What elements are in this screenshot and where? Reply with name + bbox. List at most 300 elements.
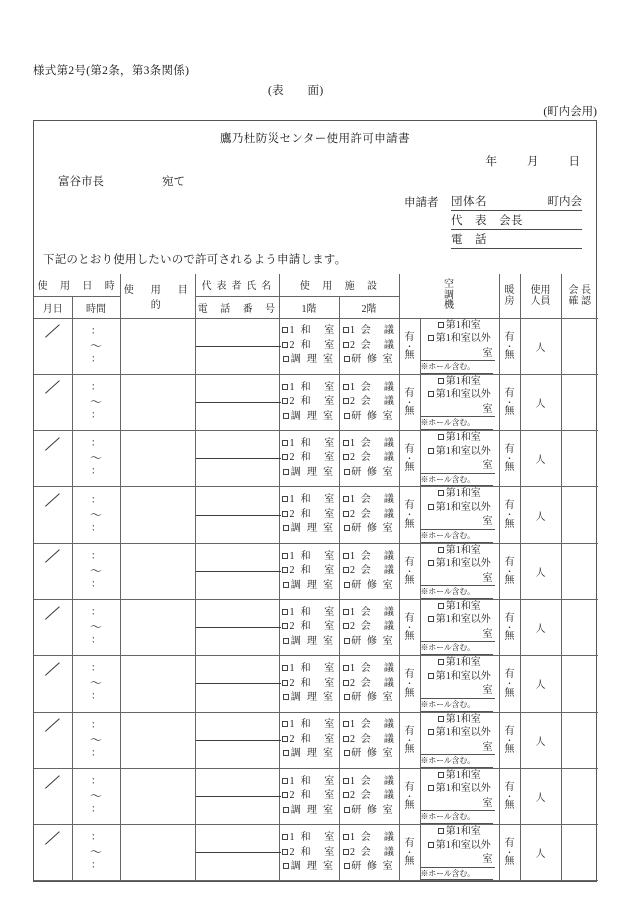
aircon-option-1[interactable]: [421, 600, 499, 614]
aircon-room-count-field[interactable]: 室: [421, 347, 495, 362]
aircon-room-count-field[interactable]: 室: [421, 797, 495, 812]
row-chief-confirm-cell[interactable]: [561, 768, 598, 824]
row-aircon-options-cell[interactable]: [420, 543, 499, 599]
applicant-fields: [451, 192, 582, 249]
checkbox-icon[interactable]: [343, 849, 349, 855]
table-row[interactable]: [34, 374, 598, 430]
aircon-option-1[interactable]: [421, 769, 499, 783]
checkbox-icon[interactable]: [282, 778, 288, 784]
row-floor2-cell[interactable]: [339, 318, 399, 374]
checkbox-icon[interactable]: [282, 398, 288, 404]
row-aircon-yesno-cell[interactable]: [399, 656, 420, 712]
row-representative-cell[interactable]: [195, 825, 279, 881]
row-purpose-cell[interactable]: [120, 825, 195, 881]
checkbox-icon[interactable]: [428, 673, 434, 679]
row-floor1-cell[interactable]: [279, 487, 339, 543]
row-time-cell[interactable]: [72, 487, 120, 543]
floor2-option-label: 研 修 室: [351, 579, 395, 591]
row-chief-confirm-cell[interactable]: [561, 599, 598, 655]
row-chief-confirm-cell[interactable]: [561, 318, 598, 374]
floor2-option-1[interactable]: [340, 662, 399, 677]
aircon-option-2[interactable]: [421, 726, 499, 740]
row-heating-cell[interactable]: [499, 599, 520, 655]
checkbox-icon[interactable]: [282, 680, 288, 686]
floor1-option-3[interactable]: [280, 747, 339, 762]
row-date-cell[interactable]: [34, 656, 72, 712]
floor1-option-1[interactable]: [280, 775, 339, 790]
floor1-option-2[interactable]: [280, 451, 339, 466]
row-floor1-cell[interactable]: [279, 318, 339, 374]
checkbox-icon[interactable]: [343, 665, 349, 671]
floor2-option-2[interactable]: [340, 733, 399, 748]
row-purpose-cell[interactable]: [120, 487, 195, 543]
floor1-option-3[interactable]: [280, 353, 339, 368]
row-persons-cell[interactable]: 人: [520, 768, 561, 824]
row-persons-cell[interactable]: 人: [520, 374, 561, 430]
row-persons-cell[interactable]: 人: [520, 318, 561, 374]
checkbox-icon[interactable]: [344, 638, 350, 644]
floor1-option-3[interactable]: [280, 804, 339, 819]
floor2-option-1[interactable]: [340, 606, 399, 621]
floor2-option-3[interactable]: [340, 579, 399, 594]
aircon-option-1[interactable]: [421, 656, 499, 670]
aircon-room-count-field[interactable]: 室: [421, 741, 495, 756]
floor2-option-1[interactable]: [340, 381, 399, 396]
table-row[interactable]: [34, 543, 598, 599]
checkbox-icon[interactable]: [428, 560, 434, 566]
row-time-cell[interactable]: [72, 768, 120, 824]
floor1-option-3[interactable]: [280, 522, 339, 537]
checkbox-icon[interactable]: [428, 729, 434, 735]
floor2-option-2[interactable]: [340, 508, 399, 523]
row-floor1-cell[interactable]: [279, 374, 339, 430]
application-statement: 下記のとおり使用したいので許可されるよう申請します。: [43, 254, 347, 266]
checkbox-icon[interactable]: [343, 778, 349, 784]
aircon-no: 無: [404, 406, 415, 418]
aircon-option-1[interactable]: [421, 825, 499, 839]
table-row[interactable]: [34, 656, 598, 712]
floor1-option-1[interactable]: [280, 831, 339, 846]
checkbox-icon[interactable]: [438, 378, 444, 384]
row-aircon-yesno-cell[interactable]: [399, 712, 420, 768]
representative-field[interactable]: [451, 211, 582, 230]
row-floor1-cell[interactable]: [279, 825, 339, 881]
checkbox-icon[interactable]: [428, 616, 434, 622]
row-chief-confirm-cell[interactable]: [561, 374, 598, 430]
checkbox-icon[interactable]: [343, 834, 349, 840]
row-aircon-yesno-cell[interactable]: [399, 599, 420, 655]
aircon-option-2[interactable]: [421, 613, 499, 627]
row-heating-cell[interactable]: [499, 374, 520, 430]
aircon-option-2[interactable]: [421, 445, 499, 459]
checkbox-icon[interactable]: [282, 342, 288, 348]
table-row[interactable]: [34, 318, 598, 374]
row-purpose-cell[interactable]: [120, 431, 195, 487]
floor2-option-2[interactable]: [340, 846, 399, 861]
checkbox-icon[interactable]: [428, 504, 434, 510]
row-heating-cell[interactable]: [499, 318, 520, 374]
checkbox-icon[interactable]: [282, 721, 288, 727]
checkbox-icon[interactable]: [344, 863, 350, 869]
aircon-room-count-field[interactable]: 室: [421, 853, 495, 868]
row-persons-cell[interactable]: 人: [520, 431, 561, 487]
aircon-room-count-field[interactable]: 室: [421, 684, 495, 699]
table-row[interactable]: [34, 825, 598, 881]
row-date-cell[interactable]: [34, 318, 72, 374]
row-date-cell[interactable]: [34, 599, 72, 655]
floor2-option-1[interactable]: [340, 718, 399, 733]
checkbox-icon[interactable]: [283, 469, 289, 475]
aircon-room-count-field[interactable]: 室: [421, 403, 495, 418]
checkbox-icon[interactable]: [343, 454, 349, 460]
floor1-option-2[interactable]: [280, 789, 339, 804]
row-aircon-yesno-cell[interactable]: [399, 543, 420, 599]
row-representative-cell[interactable]: [195, 599, 279, 655]
row-date-cell[interactable]: [34, 825, 72, 881]
checkbox-icon[interactable]: [438, 772, 444, 778]
row-representative-cell[interactable]: [195, 318, 279, 374]
row-date-cell[interactable]: [34, 374, 72, 430]
row-chief-confirm-cell[interactable]: [561, 825, 598, 881]
floor2-option-3[interactable]: [340, 466, 399, 481]
checkbox-icon[interactable]: [344, 750, 350, 756]
aircon-option-1[interactable]: [421, 487, 499, 501]
floor2-option-3[interactable]: [340, 410, 399, 425]
aircon-room-count-field[interactable]: 室: [421, 515, 495, 530]
checkbox-icon[interactable]: [282, 553, 288, 559]
checkbox-icon[interactable]: [438, 659, 444, 665]
floor2-option-3[interactable]: [340, 804, 399, 819]
row-floor2-cell[interactable]: [339, 825, 399, 881]
row-aircon-options-cell[interactable]: [420, 712, 499, 768]
checkbox-icon[interactable]: [282, 327, 288, 333]
floor1-option-1[interactable]: [280, 324, 339, 339]
row-purpose-cell[interactable]: [120, 318, 195, 374]
aircon-option-2[interactable]: [421, 782, 499, 796]
table-row[interactable]: [34, 712, 598, 768]
row-floor1-cell[interactable]: [279, 768, 339, 824]
floor2-option-2[interactable]: [340, 677, 399, 692]
row-time-cell[interactable]: [72, 712, 120, 768]
row-floor2-cell[interactable]: [339, 431, 399, 487]
row-persons-cell[interactable]: 人: [520, 487, 561, 543]
checkbox-icon[interactable]: [344, 525, 350, 531]
checkbox-icon[interactable]: [283, 356, 289, 362]
floor2-option-2[interactable]: [340, 451, 399, 466]
row-aircon-options-cell[interactable]: [420, 599, 499, 655]
row-aircon-options-cell[interactable]: [420, 374, 499, 430]
row-floor1-cell[interactable]: [279, 543, 339, 599]
floor1-option-1[interactable]: [280, 662, 339, 677]
row-aircon-yesno-cell[interactable]: [399, 318, 420, 374]
aircon-option-2[interactable]: [421, 501, 499, 515]
row-time-cell[interactable]: [72, 374, 120, 430]
aircon-note: ※ホール含む。: [421, 587, 493, 599]
floor2-option-2[interactable]: [340, 564, 399, 579]
phone-field[interactable]: [451, 230, 582, 249]
aircon-room-count-field[interactable]: 室: [421, 628, 495, 643]
aircon-option-1[interactable]: [421, 713, 499, 727]
row-heating-cell[interactable]: [499, 656, 520, 712]
row-floor2-cell[interactable]: [339, 656, 399, 712]
row-representative-cell[interactable]: [195, 768, 279, 824]
checkbox-icon[interactable]: [344, 356, 350, 362]
row-aircon-yesno-cell[interactable]: [399, 374, 420, 430]
row-time-cell[interactable]: [72, 318, 120, 374]
row-persons-cell[interactable]: 人: [520, 656, 561, 712]
row-heating-cell[interactable]: [499, 768, 520, 824]
checkbox-icon[interactable]: [343, 567, 349, 573]
checkbox-icon[interactable]: [282, 665, 288, 671]
checkbox-icon[interactable]: [343, 553, 349, 559]
row-representative-cell[interactable]: [195, 656, 279, 712]
row-chief-confirm-cell[interactable]: [561, 656, 598, 712]
checkbox-icon[interactable]: [283, 750, 289, 756]
row-aircon-yesno-cell[interactable]: [399, 825, 420, 881]
floor1-option-3[interactable]: [280, 860, 339, 875]
table-row[interactable]: [34, 487, 598, 543]
floor1-option-1[interactable]: [280, 493, 339, 508]
row-floor1-cell[interactable]: [279, 599, 339, 655]
checkbox-icon[interactable]: [343, 384, 349, 390]
checkbox-icon[interactable]: [428, 391, 434, 397]
row-heating-cell[interactable]: [499, 431, 520, 487]
row-time-cell[interactable]: [72, 431, 120, 487]
row-purpose-cell[interactable]: [120, 599, 195, 655]
floor1-option-2[interactable]: [280, 395, 339, 410]
row-aircon-yesno-cell[interactable]: [399, 431, 420, 487]
row-representative-cell[interactable]: [195, 487, 279, 543]
row-time-cell[interactable]: [72, 825, 120, 881]
row-chief-confirm-cell[interactable]: [561, 543, 598, 599]
row-persons-cell[interactable]: 人: [520, 825, 561, 881]
floor1-option-2[interactable]: [280, 733, 339, 748]
row-floor2-cell[interactable]: [339, 712, 399, 768]
row-floor2-cell[interactable]: [339, 543, 399, 599]
row-chief-confirm-cell[interactable]: [561, 487, 598, 543]
floor2-option-1[interactable]: [340, 493, 399, 508]
floor2-option-1[interactable]: [340, 437, 399, 452]
row-floor2-cell[interactable]: [339, 487, 399, 543]
row-floor2-cell[interactable]: [339, 374, 399, 430]
floor1-option-1[interactable]: [280, 550, 339, 565]
floor2-option-2[interactable]: [340, 789, 399, 804]
checkbox-icon[interactable]: [438, 490, 444, 496]
row-representative-cell[interactable]: [195, 712, 279, 768]
checkbox-icon[interactable]: [438, 828, 444, 834]
row-aircon-yesno-cell[interactable]: [399, 487, 420, 543]
checkbox-icon[interactable]: [282, 440, 288, 446]
floor1-option-2[interactable]: [280, 508, 339, 523]
floor1-option-3[interactable]: [280, 579, 339, 594]
checkbox-icon[interactable]: [343, 342, 349, 348]
aircon-room-count-field[interactable]: 室: [421, 459, 495, 474]
row-chief-confirm-cell[interactable]: [561, 712, 598, 768]
checkbox-icon[interactable]: [283, 863, 289, 869]
row-time-cell[interactable]: [72, 599, 120, 655]
row-floor1-cell[interactable]: [279, 656, 339, 712]
aircon-option-2[interactable]: [421, 670, 499, 684]
checkbox-icon[interactable]: [438, 603, 444, 609]
aircon-option-2[interactable]: [421, 557, 499, 571]
row-heating-cell[interactable]: [499, 487, 520, 543]
row-persons-cell[interactable]: 人: [520, 599, 561, 655]
row-aircon-yesno-cell[interactable]: [399, 768, 420, 824]
checkbox-icon[interactable]: [343, 398, 349, 404]
checkbox-icon[interactable]: [282, 623, 288, 629]
floor2-option-1[interactable]: [340, 775, 399, 790]
checkbox-icon[interactable]: [344, 413, 350, 419]
floor2-option-3[interactable]: [340, 353, 399, 368]
checkbox-icon[interactable]: [343, 736, 349, 742]
row-heating-cell[interactable]: [499, 712, 520, 768]
checkbox-icon[interactable]: [343, 511, 349, 517]
checkbox-icon[interactable]: [282, 849, 288, 855]
floor1-option-2[interactable]: [280, 339, 339, 354]
floor1-option-1[interactable]: [280, 437, 339, 452]
aircon-option-2[interactable]: [421, 839, 499, 853]
row-date-cell[interactable]: [34, 712, 72, 768]
row-persons-cell[interactable]: 人: [520, 543, 561, 599]
row-representative-cell[interactable]: [195, 543, 279, 599]
aircon-room-count-field[interactable]: 室: [421, 572, 495, 587]
table-row[interactable]: [34, 768, 598, 824]
aircon-option-1[interactable]: [421, 319, 499, 333]
checkbox-icon[interactable]: [343, 623, 349, 629]
aircon-option-1[interactable]: [421, 544, 499, 558]
checkbox-icon[interactable]: [344, 469, 350, 475]
checkbox-icon[interactable]: [282, 511, 288, 517]
floor2-option-1[interactable]: [340, 550, 399, 565]
checkbox-icon[interactable]: [282, 834, 288, 840]
row-representative-cell[interactable]: [195, 374, 279, 430]
checkbox-icon[interactable]: [282, 496, 288, 502]
checkbox-icon[interactable]: [343, 609, 349, 615]
checkbox-icon[interactable]: [428, 842, 434, 848]
row-purpose-cell[interactable]: [120, 712, 195, 768]
row-floor1-cell[interactable]: [279, 431, 339, 487]
row-time-cell[interactable]: [72, 656, 120, 712]
floor1-option-2[interactable]: [280, 677, 339, 692]
checkbox-icon[interactable]: [343, 496, 349, 502]
floor1-option-3[interactable]: [280, 691, 339, 706]
time-end: ：: [91, 409, 101, 421]
checkbox-icon[interactable]: [282, 609, 288, 615]
checkbox-icon[interactable]: [438, 547, 444, 553]
checkbox-icon[interactable]: [343, 792, 349, 798]
floor2-option-1[interactable]: [340, 831, 399, 846]
row-date-cell[interactable]: [34, 768, 72, 824]
row-persons-cell[interactable]: 人: [520, 712, 561, 768]
floor2-option-3[interactable]: [340, 522, 399, 537]
checkbox-icon[interactable]: [283, 413, 289, 419]
floor1-option-2[interactable]: [280, 564, 339, 579]
row-aircon-options-cell[interactable]: [420, 768, 499, 824]
checkbox-icon[interactable]: [344, 694, 350, 700]
checkbox-icon[interactable]: [283, 638, 289, 644]
checkbox-icon[interactable]: [343, 721, 349, 727]
table-row[interactable]: [34, 431, 598, 487]
checkbox-icon[interactable]: [282, 792, 288, 798]
row-date-cell[interactable]: [34, 543, 72, 599]
row-aircon-options-cell[interactable]: [420, 487, 499, 543]
floor2-option-3[interactable]: [340, 635, 399, 650]
row-purpose-cell[interactable]: [120, 656, 195, 712]
checkbox-icon[interactable]: [343, 440, 349, 446]
row-heating-cell[interactable]: [499, 825, 520, 881]
floor2-option-1[interactable]: [340, 324, 399, 339]
aircon-option-1[interactable]: [421, 375, 499, 389]
row-purpose-cell[interactable]: [120, 374, 195, 430]
row-floor2-cell[interactable]: [339, 768, 399, 824]
checkbox-icon[interactable]: [344, 807, 350, 813]
row-aircon-options-cell[interactable]: [420, 656, 499, 712]
aircon-option-2[interactable]: [421, 332, 499, 346]
checkbox-icon[interactable]: [282, 736, 288, 742]
floor2-option-2[interactable]: [340, 339, 399, 354]
floor2-option-2[interactable]: [340, 395, 399, 410]
row-floor2-cell[interactable]: [339, 599, 399, 655]
checkbox-icon[interactable]: [283, 694, 289, 700]
table-row[interactable]: [34, 599, 598, 655]
checkbox-icon[interactable]: [282, 384, 288, 390]
row-date-cell[interactable]: [34, 431, 72, 487]
checkbox-icon[interactable]: [282, 567, 288, 573]
row-aircon-options-cell[interactable]: [420, 825, 499, 881]
checkbox-icon[interactable]: [283, 525, 289, 531]
aircon-option-2[interactable]: [421, 388, 499, 402]
row-heating-cell[interactable]: [499, 543, 520, 599]
row-floor1-cell[interactable]: [279, 712, 339, 768]
row-aircon-options-cell[interactable]: [420, 318, 499, 374]
floor2-option-2[interactable]: [340, 620, 399, 635]
checkbox-icon[interactable]: [283, 807, 289, 813]
row-aircon-options-cell[interactable]: [420, 431, 499, 487]
row-purpose-cell[interactable]: [120, 768, 195, 824]
organization-name-field[interactable]: [451, 192, 582, 211]
checkbox-icon[interactable]: [282, 454, 288, 460]
floor1-option-label: 調 理 室: [290, 579, 335, 591]
floor2-option-3[interactable]: [340, 747, 399, 762]
checkbox-icon[interactable]: [343, 327, 349, 333]
row-chief-confirm-cell[interactable]: [561, 431, 598, 487]
floor1-option-1[interactable]: [280, 381, 339, 396]
floor1-option-3[interactable]: [280, 635, 339, 650]
row-purpose-cell[interactable]: [120, 543, 195, 599]
floor1-option-2[interactable]: [280, 846, 339, 861]
checkbox-icon[interactable]: [344, 582, 350, 588]
checkbox-icon[interactable]: [428, 448, 434, 454]
floor1-option-1[interactable]: [280, 606, 339, 621]
aircon-option-1[interactable]: [421, 431, 499, 445]
floor2-option-3[interactable]: [340, 691, 399, 706]
row-time-cell[interactable]: [72, 543, 120, 599]
checkbox-icon[interactable]: [438, 716, 444, 722]
floor2-option-3[interactable]: [340, 860, 399, 875]
floor1-option-1[interactable]: [280, 718, 339, 733]
checkbox-icon[interactable]: [428, 335, 434, 341]
floor1-option-3[interactable]: [280, 466, 339, 481]
row-representative-cell[interactable]: [195, 431, 279, 487]
row-date-cell[interactable]: [34, 487, 72, 543]
checkbox-icon[interactable]: [283, 582, 289, 588]
checkbox-icon[interactable]: [343, 680, 349, 686]
floor1-option-2[interactable]: [280, 620, 339, 635]
checkbox-icon[interactable]: [428, 785, 434, 791]
checkbox-icon[interactable]: [438, 322, 444, 328]
checkbox-icon[interactable]: [438, 434, 444, 440]
floor1-option-3[interactable]: [280, 410, 339, 425]
